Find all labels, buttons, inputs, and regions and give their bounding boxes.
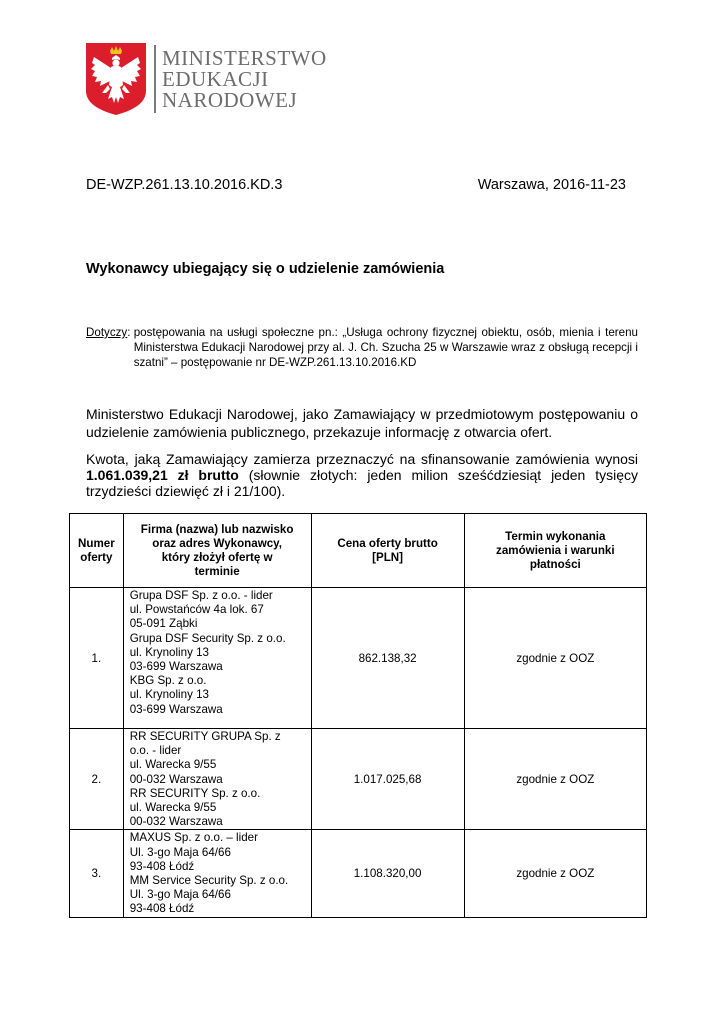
header-number: Numer oferty: [70, 514, 124, 588]
header-firm: Firma (nazwa) lub nazwisko oraz adres Wykonawcy, który złożył ofertę w terminie: [123, 514, 311, 588]
document-date: Warszawa, 2016-11-23: [477, 177, 626, 193]
offers-table: [69, 513, 647, 918]
table-row: [70, 588, 647, 729]
offer-firm: MAXUS Sp. z o.o. – lider Ul. 3-go Maja 64/66 93-408 Łódź MM Service Security Sp. z o.o. Ul. 3-go Maja 64/66 93-408 Łódź: [123, 830, 311, 917]
offer-terms: zgodnie z OOZ: [464, 830, 646, 917]
budget-paragraph: Kwota, jaką Zamawiający zamierza przeznaczyć na sfinansowanie zamówienia wynosi 1.061.039,21 zł brutto (słownie złotych: jeden milion sześćdziesiąt jeden tysięcy trzydzieści dziewięć zł i 21/100).: [86, 451, 638, 499]
table-row: [70, 729, 647, 830]
offer-price: 1.108.320,00: [311, 830, 464, 917]
offer-number: 2.: [70, 729, 124, 830]
offer-terms: zgodnie z OOZ: [464, 729, 646, 830]
offer-terms: zgodnie z OOZ: [464, 588, 646, 729]
ministry-logo: [86, 43, 327, 115]
header-price: Cena oferty brutto [PLN]: [311, 514, 464, 588]
table-header-row: [70, 514, 647, 588]
table-row: [70, 830, 647, 917]
budget-amount: 1.061.039,21 zł brutto: [86, 467, 239, 483]
offer-firm: Grupa DSF Sp. z o.o. - lider ul. Powstańców 4a lok. 67 05-091 Ząbki Grupa DSF Security Sp. z o.o. ul. Krynoliny 13 03-699 Warszawa KBG Sp. z o.o. ul. Krynoliny 13 03-699 Warszawa: [123, 588, 311, 729]
addressee-heading: Wykonawcy ubiegający się o udzielenie zamówienia: [86, 261, 445, 277]
subject-block: Dotyczy : postępowania na usługi społeczne pn.: „Usługa ochrony fizycznej obiektu, osób, mienia i terenu Ministerstwa Edukacji Narodowej przy al. J. Ch. Szucha 25 w Warszawie wraz z obsługą recepcji i szatni” – postępowanie nr DE-WZP.261.13.10.2016.KD: [86, 326, 638, 369]
document-reference: DE-WZP.261.13.10.2016.KD.3: [86, 177, 283, 193]
subject-label: Dotyczy: [86, 326, 128, 339]
offer-number: 1.: [70, 588, 124, 729]
offer-number: 3.: [70, 830, 124, 917]
offer-firm: RR SECURITY GRUPA Sp. z o.o. - lider ul. Warecka 9/55 00-032 Warszawa RR SECURITY Sp. z o.o. ul. Warecka 9/55 00-032 Warszawa: [123, 729, 311, 830]
header-terms: Termin wykonania zamówienia i warunki płatności: [464, 514, 646, 588]
offer-price: 1.017.025,68: [311, 729, 464, 830]
ministry-name: MINISTERSTWO EDUKACJI NARODOWEJ: [162, 46, 327, 112]
subject-text: postępowania na usługi społeczne pn.: „Usługa ochrony fizycznej obiektu, osób, mienia i terenu Ministerstwa Edukacji Narodowej przy al. J. Ch. Szucha 25 w Warszawie wraz z obsługą recepcji i szatni” – postępowanie nr DE-WZP.261.13.10.2016.KD: [133, 326, 638, 369]
intro-paragraph: Ministerstwo Edukacji Narodowej, jako Zamawiający w przedmiotowym postępowaniu o udzielenie zamówienia publicznego, przekazuje informację z otwarcia ofert.: [86, 406, 638, 440]
logo-divider: [154, 45, 156, 113]
offer-price: 862.138,32: [311, 588, 464, 729]
eagle-emblem-icon: [86, 43, 146, 115]
